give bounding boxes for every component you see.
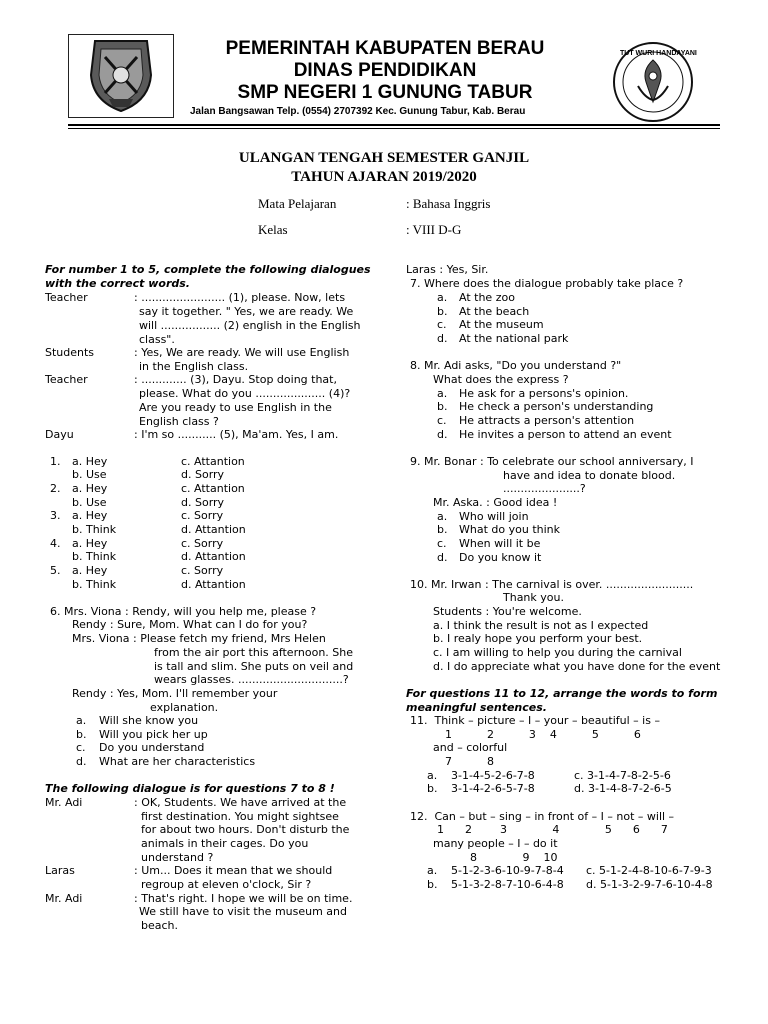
option-c: c. Sorry — [181, 564, 224, 577]
dialogue-line: Laras : Yes, Sir. — [406, 263, 489, 276]
class-value: : VIII D-G — [406, 222, 462, 237]
speaker-dayu: Dayu — [45, 428, 74, 441]
option-text: c. 3-1-4-7-8-2-5-6 — [574, 769, 671, 782]
dialogue-line: Are you ready to use English in the — [139, 401, 332, 414]
dialogue-line: have and idea to donate blood. — [503, 469, 676, 482]
option-letter: a. — [76, 714, 87, 727]
question-10: 10. Mr. Irwan : The carnival is over. ......................... — [410, 578, 694, 591]
option-d: d. Sorry — [181, 496, 225, 509]
dialogue-line: explanation. — [150, 701, 219, 714]
dialogue-line: regroup at eleven o'clock, Sir ? — [141, 878, 312, 891]
option-d: d. Attantion — [181, 523, 246, 536]
option-text: c. I am willing to help you during the carnival — [433, 646, 682, 659]
option-text: d. I do appreciate what you have done for the event — [433, 660, 721, 673]
option-d: d. Attantion — [181, 578, 246, 591]
dialogue-line: : That's right. I hope we will be on time. — [134, 892, 353, 905]
option-text: d. 3-1-4-8-7-2-6-5 — [574, 782, 672, 795]
option-text: d. 5-1-3-2-9-7-6-10-4-8 — [586, 878, 713, 891]
instruction-11-12-cont: meaningful sentences. — [406, 701, 547, 714]
header-rule-thin — [68, 128, 720, 129]
instruction-1-5: For number 1 to 5, complete the following dialogues — [45, 263, 371, 276]
option-c: c. Sorry — [181, 509, 224, 522]
dialogue-line: animals in their cages. Do you — [141, 837, 309, 850]
dialogue-line: wears glasses. ..............................? — [154, 673, 349, 686]
option-text: When will it be — [459, 537, 541, 550]
dialogue-line: Mr. Aska. : Good idea ! — [433, 496, 558, 509]
subject-label: Mata Pelajaran — [258, 196, 337, 211]
option-letter: a. — [437, 387, 448, 400]
instruction-7-8: The following dialogue is for questions 7 to 8 ! — [45, 782, 335, 795]
question-number: 3. — [50, 509, 61, 522]
tut-wuri-handayani-logo — [598, 40, 708, 122]
word-numbers: 1 2 3 4 5 6 — [445, 728, 641, 741]
option-text: a. I think the result is not as I expected — [433, 619, 649, 632]
option-text: What are her characteristics — [99, 755, 256, 768]
dialogue-line: Mrs. Viona : Please fetch my friend, Mrs Helen — [72, 632, 326, 645]
option-text: 5-1-2-3-6-10-9-7-8-4 — [451, 864, 564, 877]
option-letter: b. — [437, 305, 448, 318]
option-text: 5-1-3-2-8-7-10-6-4-8 — [451, 878, 564, 891]
class-label: Kelas — [258, 222, 288, 237]
question-8-prompt: What does the express ? — [433, 373, 569, 386]
dialogue-line: Students : You're welcome. — [433, 605, 582, 618]
option-letter: c. — [437, 537, 447, 550]
dialogue-line: from the air port this afternoon. She — [154, 646, 354, 659]
question-12-cont: many people – I – do it — [433, 837, 558, 850]
option-b: b. Think — [72, 578, 117, 591]
regency-emblem-icon — [69, 35, 173, 117]
option-text: Will she know you — [99, 714, 199, 727]
dialogue-line: : Um... Does it mean that we should — [134, 864, 333, 877]
option-letter: b. — [437, 400, 448, 413]
word-numbers: 8 9 10 — [470, 851, 558, 864]
dialogue-line: : ........................ (1), please. Now, lets — [134, 291, 346, 304]
header-line-3: SMP NEGERI 1 GUNUNG TABUR — [237, 82, 533, 103]
option-text: 3-1-4-5-2-6-7-8 — [451, 769, 535, 782]
question-11-cont: and – colorful — [433, 741, 508, 754]
option-a: a. Hey — [72, 482, 108, 495]
option-letter: d. — [437, 428, 448, 441]
dialogue-line: in the English class. — [139, 360, 249, 373]
dialogue-line: please. What do you .................... (4)? — [139, 387, 351, 400]
option-text: Will you pick her up — [99, 728, 208, 741]
option-letter: b. — [427, 782, 438, 795]
option-c: c. Attantion — [181, 455, 245, 468]
option-a: a. Hey — [72, 509, 108, 522]
dialogue-line: beach. — [141, 919, 179, 932]
question-number: 5. — [50, 564, 61, 577]
option-letter: d. — [437, 332, 448, 345]
dialogue-line: for about two hours. Don't disturb the — [141, 823, 350, 836]
option-letter: c. — [76, 741, 86, 754]
option-text: At the museum — [459, 318, 544, 331]
dialogue-line: Rendy : Sure, Mom. What can I do for you? — [72, 618, 308, 631]
speaker-teacher: Teacher — [45, 291, 88, 304]
option-b: b. Use — [72, 496, 107, 509]
option-letter: a. — [427, 769, 438, 782]
speaker-students: Students — [45, 346, 95, 359]
dialogue-line: : Yes, We are ready. We will use English — [134, 346, 350, 359]
dialogue-line: : OK, Students. We have arrived at the — [134, 796, 347, 809]
option-d: d. Attantion — [181, 550, 246, 563]
dialogue-line: Rendy : Yes, Mom. I'll remember your — [72, 687, 278, 700]
option-text: At the national park — [459, 332, 569, 345]
option-text: What do you think — [459, 523, 560, 536]
dialogue-line: first destination. You might sightsee — [141, 810, 339, 823]
dialogue-line: understand ? — [141, 851, 214, 864]
option-text: He attracts a person's attention — [459, 414, 635, 427]
option-letter: b. — [437, 523, 448, 536]
exam-title: ULANGAN TENGAH SEMESTER GANJIL — [238, 150, 530, 166]
option-a: a. Hey — [72, 537, 108, 550]
question-11: 11. Think – picture – I – your – beautiful – is – — [410, 714, 660, 727]
header-line-2: DINAS PENDIDIKAN — [293, 60, 477, 81]
dialogue-line: ......................? — [503, 482, 586, 495]
subject-value: : Bahasa Inggris — [406, 196, 491, 211]
option-text: c. 5-1-2-4-8-10-6-7-9-3 — [586, 864, 712, 877]
option-b: b. Use — [72, 468, 107, 481]
dialogue-line: say it together. " Yes, we are ready. We — [139, 305, 354, 318]
dialogue-line: class". — [139, 333, 175, 346]
option-a: a. Hey — [72, 455, 108, 468]
question-number: 2. — [50, 482, 61, 495]
speaker-laras: Laras — [45, 864, 75, 877]
question-8: 8. Mr. Adi asks, "Do you understand ?" — [410, 359, 622, 372]
instruction-1-5-cont: with the correct words. — [45, 277, 190, 290]
header-rule-thick — [68, 124, 720, 126]
option-c: c. Sorry — [181, 537, 224, 550]
question-6: 6. Mrs. Viona : Rendy, will you help me, please ? — [50, 605, 317, 618]
option-text: b. I realy hope you perform your best. — [433, 632, 643, 645]
instruction-11-12: For questions 11 to 12, arrange the words to form — [406, 687, 718, 700]
option-letter: d. — [76, 755, 87, 768]
question-12: 12. Can – but – sing – in front of – I – not – will – — [410, 810, 675, 823]
option-text: He invites a person to attend an event — [459, 428, 672, 441]
question-number: 1. — [50, 455, 61, 468]
dialogue-line: We still have to visit the museum and — [139, 905, 348, 918]
logo-motto-text: TUT WURI HANDAYANI — [620, 50, 697, 57]
option-text: At the beach — [459, 305, 530, 318]
option-text: Do you know it — [459, 551, 542, 564]
option-letter: c. — [437, 318, 447, 331]
option-letter: b. — [427, 878, 438, 891]
header-line-1: PEMERINTAH KABUPATEN BERAU — [225, 38, 545, 59]
speaker-mr-adi: Mr. Adi — [45, 892, 83, 905]
word-numbers: 7 8 — [445, 755, 494, 768]
regency-emblem — [68, 34, 174, 118]
dialogue-line: will ................. (2) english in the English — [139, 319, 361, 332]
dialogue-line: is tall and slim. She puts on veil and — [154, 660, 354, 673]
option-text: He check a person's understanding — [459, 400, 654, 413]
option-a: a. Hey — [72, 564, 108, 577]
option-text: 3-1-4-2-6-5-7-8 — [451, 782, 535, 795]
option-text: At the zoo — [459, 291, 515, 304]
dialogue-line: English class ? — [139, 415, 219, 428]
option-text: He ask for a persons's opinion. — [459, 387, 629, 400]
speaker-teacher: Teacher — [45, 373, 88, 386]
option-letter: c. — [437, 414, 447, 427]
word-numbers: 1 2 3 4 5 6 7 — [437, 823, 668, 836]
question-number: 4. — [50, 537, 61, 550]
option-b: b. Think — [72, 523, 117, 536]
option-letter: a. — [437, 291, 448, 304]
dialogue-line: Thank you. — [503, 591, 564, 604]
option-d: d. Sorry — [181, 468, 225, 481]
option-letter: d. — [437, 551, 448, 564]
dialogue-line: : ............. (3), Dayu. Stop doing that, — [134, 373, 337, 386]
speaker-mr-adi: Mr. Adi — [45, 796, 83, 809]
option-text: Who will join — [459, 510, 529, 523]
academic-year: TAHUN AJARAN 2019/2020 — [291, 169, 477, 185]
question-9: 9. Mr. Bonar : To celebrate our school anniversary, I — [410, 455, 694, 468]
option-c: c. Attantion — [181, 482, 245, 495]
option-text: Do you understand — [99, 741, 205, 754]
question-7: 7. Where does the dialogue probably take place ? — [410, 277, 684, 290]
option-letter: a. — [427, 864, 438, 877]
dialogue-line: : I'm so ........... (5), Ma'am. Yes, I am. — [134, 428, 339, 441]
option-b: b. Think — [72, 550, 117, 563]
option-letter: b. — [76, 728, 87, 741]
school-address: Jalan Bangsawan Telp. (0554) 2707392 Kec. Gunung Tabur, Kab. Berau — [190, 106, 526, 117]
option-letter: a. — [437, 510, 448, 523]
